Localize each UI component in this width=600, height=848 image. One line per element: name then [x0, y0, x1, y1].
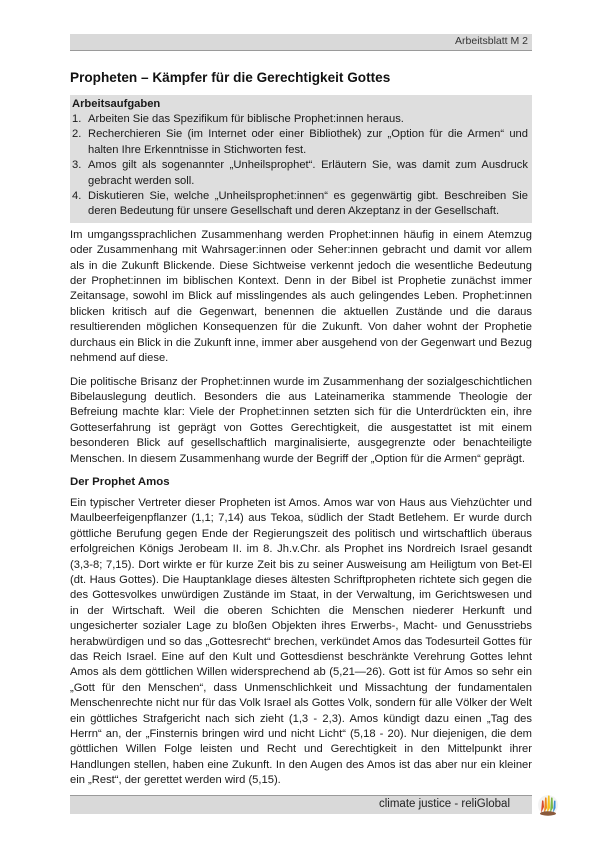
tasks-list [72, 112, 528, 220]
task-number: 4. [72, 190, 82, 203]
page-header-bar [70, 34, 532, 51]
amos-paragraph: Ein typischer Vertreter dieser Propheten ist Amos. Amos war von Haus aus Viehzüchter und Maulbeerfeigenpflanzer (1,1; 7,14) aus Tekoa, südlich der Stadt Betlehem. Er wurde durch göttliche Berufung gegen Ende der Regierungszeit des politisch und wirtschaftlich überaus erfolgreichen Königs Jerobeam II. im 8. Jh.v.Chr. als Prophet ins Nordreich Israel gesandt (3,3-8; 7,15). Dort wirkte er für kurze Zeit bis zu seiner Ausweisung am Heiligtum von Bet-El (dt. Haus Gottes). Die Hauptanklage dieses ältesten Schriftpropheten richtete sich gegen die des Gottesvolkes unwürdigen Zustände im Staat, in der Verwaltung, im Gerichtswesen und in der Wirtschaft. Weil die oberen Schichten die Menschen niederer Herkunft und ungesicherter sozialer Lage zu bloßen Objekten ihres Erwerbs-, Macht- und Genusstriebs herabwürdigen und so das „Gottesrecht“ brechen, verkündet Amos das Todesurteil Gottes für das Reich Israel. Eine auf den Kult und Gottesdienst beschränkte Verehrung Gottes lehnt Amos als dem göttlichen Willen widersprechend ab (5,21—26). Gott ist für Amos so sehr ein „Gott für den Menschen“, dass Unmenschlichkeit und Missachtung der fundamentalen Menschenrechte nicht nur für das Volk Israel als Gottes Volk, sondern für alle Völker der Welt ein göttliches Strafgericht nach sich zieht (1,3 - 2,3). Amos kündigt dazu einen „Tag des Herrn“ an, der „Finsternis bringen wird und nicht Licht“ (5,18 - 20). Nur diejenigen, die dem göttlichen Willen Folge leisten und Recht und Gerechtigkeit in den Mittelpunkt ihrer Handlungen stellen, haben eine Zukunft. In den Augen des Amos ist das aber nur ein kleiner ein „Rest“, der gerettet werden wird (5,15). [70, 496, 532, 787]
religlobal-hands-logo-icon [537, 793, 559, 817]
task-text: Recherchieren Sie (im Internet oder einer Bibliothek) zur „Option für die Armen“ und halten Ihre Erkenntnisse in Stichworten fest. [88, 128, 528, 156]
task-text: Amos gilt als sogenannter „Unheilsprophet“. Erläutern Sie, was damit zum Ausdruck gebracht werden soll. [88, 159, 528, 187]
task-item [72, 127, 528, 158]
task-number: 2. [72, 128, 82, 141]
task-item [72, 112, 528, 127]
page-footer-bar [70, 795, 532, 814]
tasks-box [70, 95, 532, 223]
page-title: Propheten – Kämpfer für die Gerechtigkeit Gottes [70, 70, 391, 85]
task-text: Diskutieren Sie, welche „Unheilsprophet:innen“ es gegenwärtig gibt. Beschreiben Sie deren Bedeutung für unsere Gesellschaft und deren Akzeptanz in der Gesellschaft. [88, 190, 528, 218]
task-item [72, 158, 528, 189]
document-body [70, 70, 532, 797]
task-text: Arbeiten Sie das Spezifikum für biblische Prophet:innen heraus. [88, 113, 404, 125]
amos-heading: Der Prophet Amos [70, 475, 170, 488]
footer-text: climate justice - reliGlobal [378, 798, 510, 810]
tasks-heading: Arbeitsaufgaben [72, 98, 161, 110]
intro-paragraph: Im umgangssprachlichen Zusammenhang werden Prophet:innen häufig in einem Atemzug oder Zusammenhang mit Wahrsager:innen oder Seher:innen gebracht und damit vor allem als in die Zukunft Blickende. Diese Sichtweise verkennt jedoch die wesentliche Bedeutung der Prophet:innen im biblischen Kontext. Denn in der Bibel ist Prophetie zunächst immer Zeitansage, sowohl im Blick auf misslingendes als auch gelingendes Leben. Prophet:innen blicken kritisch auf die Gegenwart, benennen die aktuellen Zustände und die daraus resultierenden möglichen Konsequenzen für die Zukunft. Von daher wohnt der Prophetie durchaus ein Blick in die Zukunft inne, immer aber ausgehend von der Gegenwart und Bezug nehmend auf diese. [70, 228, 532, 365]
task-number: 1. [72, 113, 82, 125]
liberation-paragraph: Die politische Brisanz der Prophet:innen wurde im Zusammenhang der sozialgeschichtlichen Bibelauslegung deutlich. Besonders die aus Lateinamerika stammende Theologie der Befreiung machte klar: Viele der Prophet:innen setzten sich für die Unterdrückten ein, ihre Gotteserfahrung ist geprägt von Gottes Gerechtigkeit, die ausgestattet ist mit einem besonderen Blick auf gesellschaftlich marginalisierte, ausgegrenzte oder benachteiligte Menschen. In diesem Zusammenhang wurde der Begriff der „Option für die Armen“ geprägt. [70, 375, 532, 465]
task-item [72, 189, 528, 220]
task-number: 3. [72, 159, 82, 172]
sheet-label: Arbeitsblatt M 2 [455, 35, 528, 47]
